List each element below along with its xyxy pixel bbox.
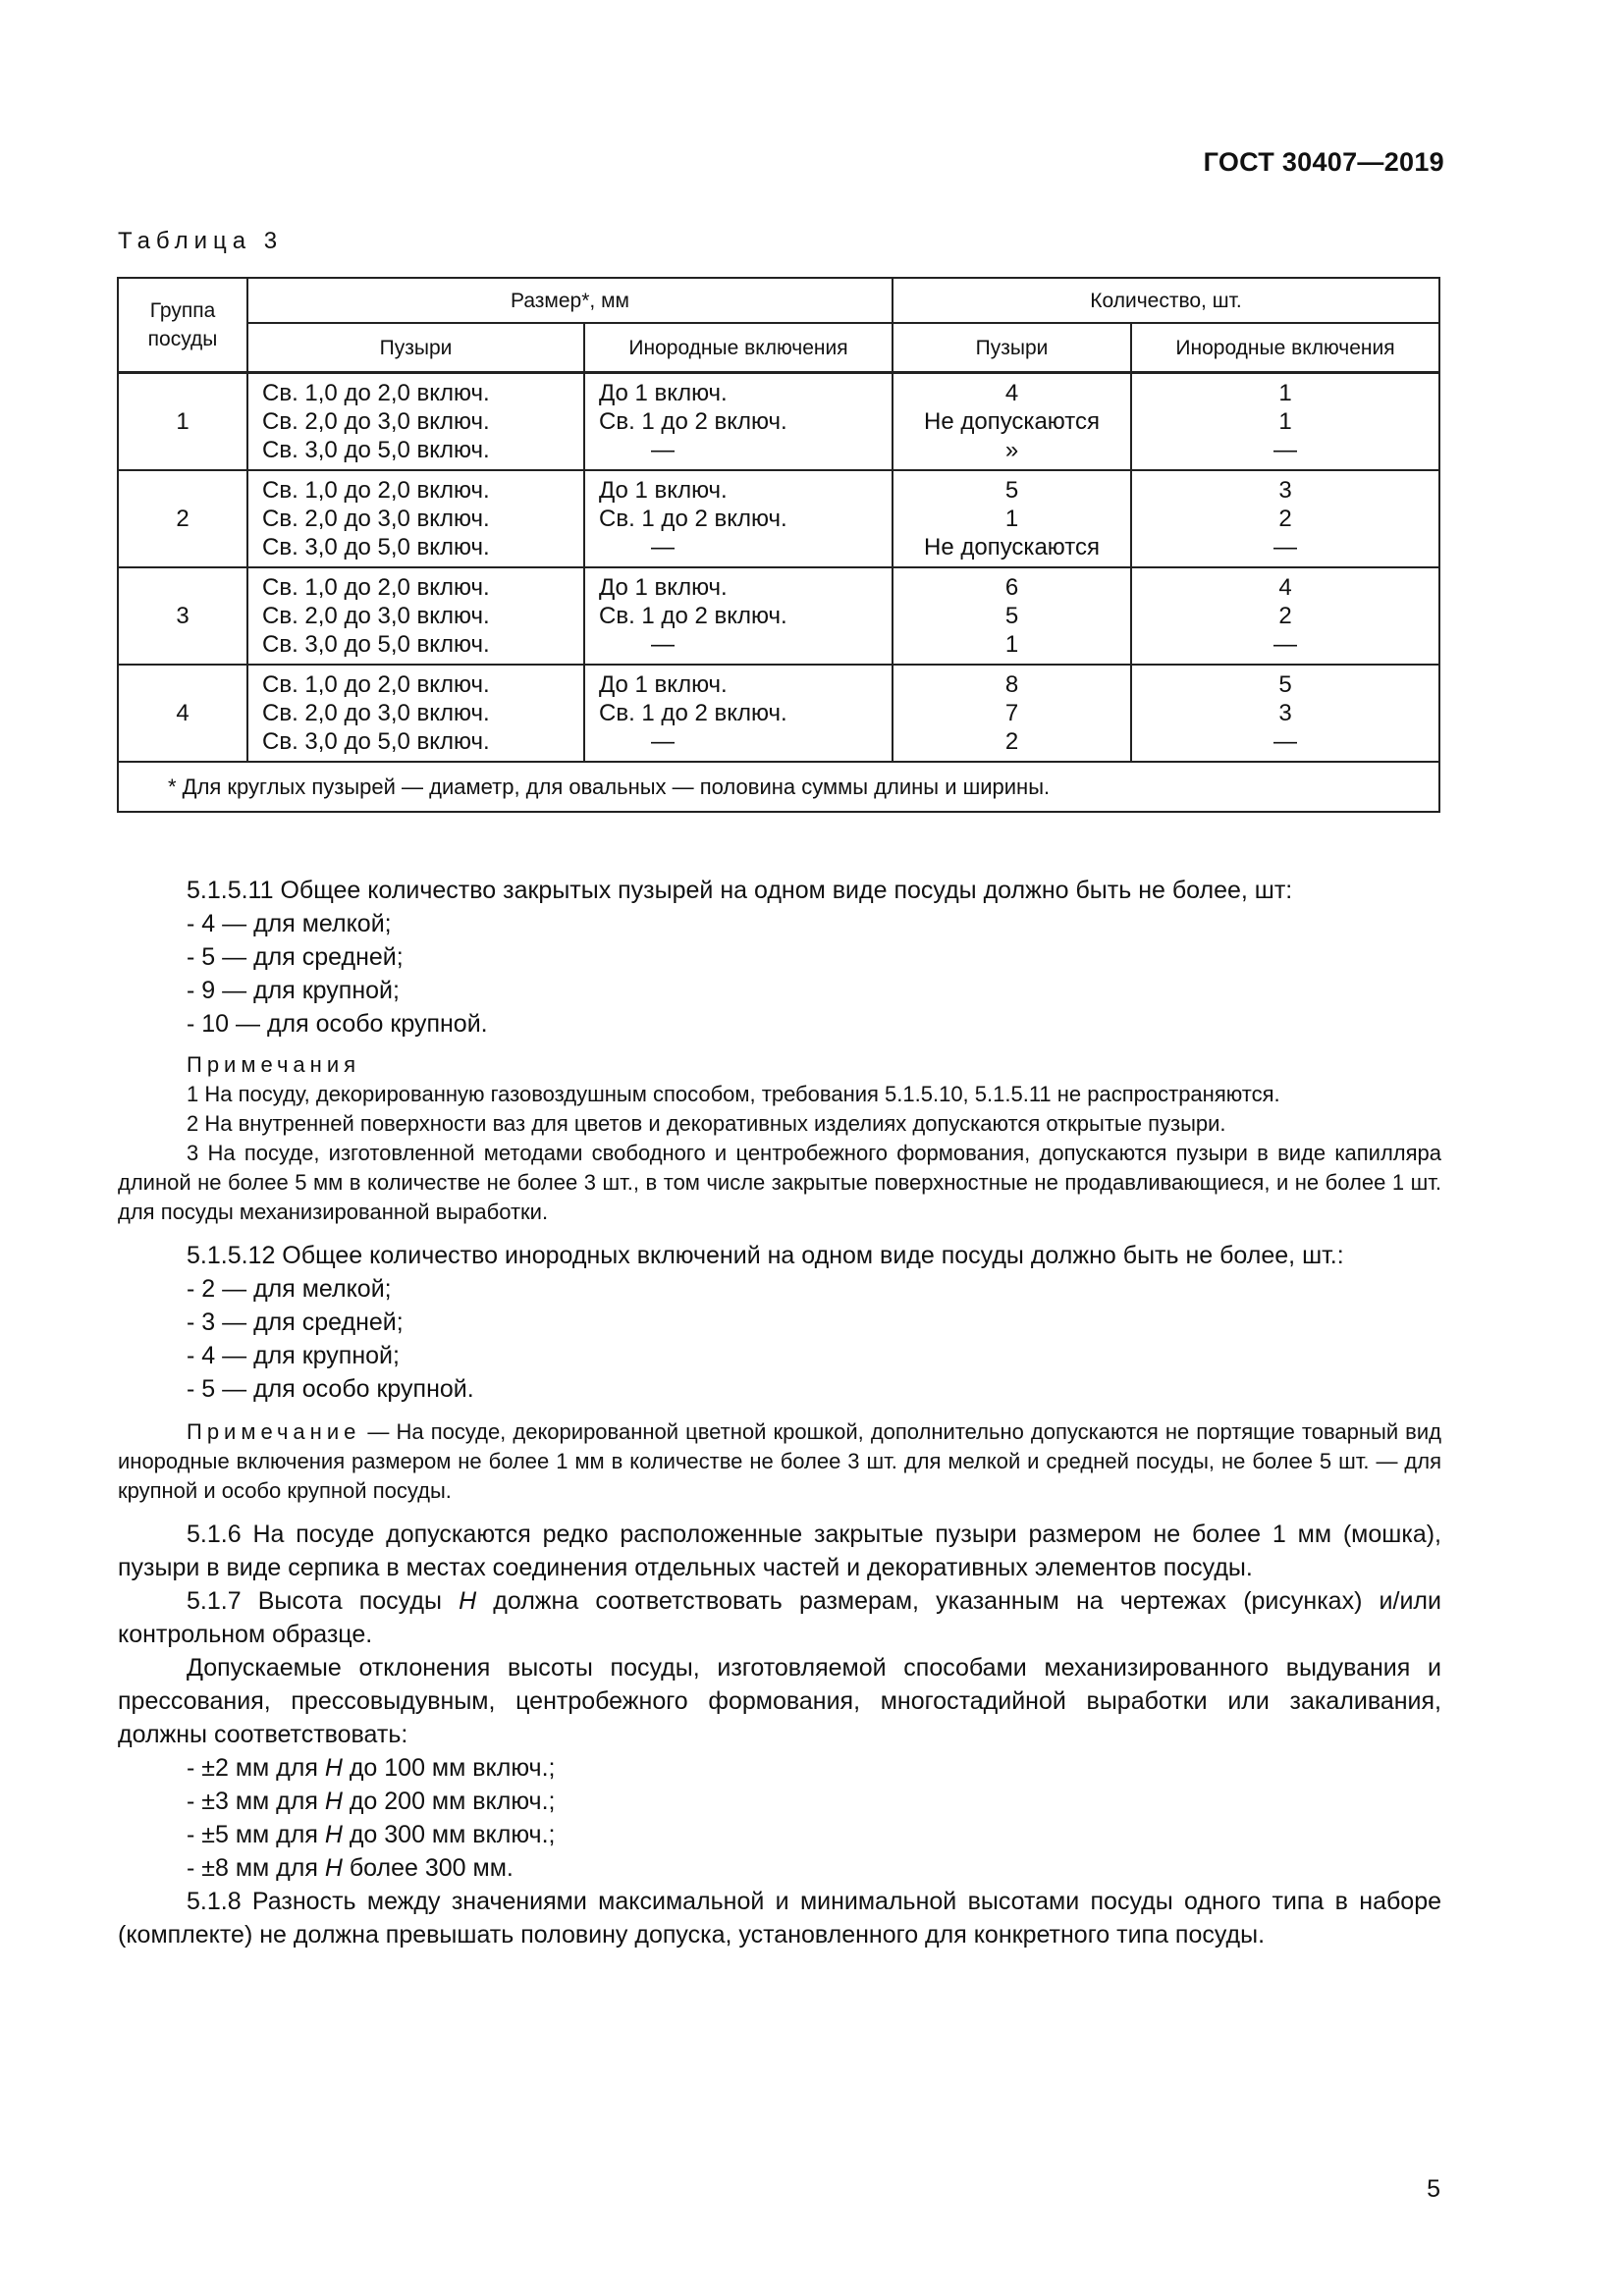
cell-line: Св. 1 до 2 включ. xyxy=(599,408,787,435)
group-cell: 2 xyxy=(118,470,247,567)
item-text: - ±2 мм для xyxy=(187,1754,325,1782)
cell-line: До 1 включ. xyxy=(599,671,728,698)
cell-line: Св. 3,0 до 5,0 включ. xyxy=(262,631,490,658)
list-item xyxy=(118,1751,1441,1785)
qty-inclusions-cell xyxy=(1131,373,1439,471)
cell-line: 8 xyxy=(1004,671,1019,698)
clause-5-1-5-11: 5.1.5.11 Общее количество закрытых пузырей на одном виде посуды должно быть не более, шт: xyxy=(187,877,1293,904)
cell-line: Св. 1 до 2 включ. xyxy=(599,506,787,532)
cell-line: Св. 1 до 2 включ. xyxy=(599,603,787,629)
cell-line: Св. 1,0 до 2,0 включ. xyxy=(262,574,490,601)
cell-line: 4 xyxy=(1004,380,1019,406)
subheader-size-inclusions: Инородные включения xyxy=(584,323,893,373)
table-footnote-row xyxy=(118,762,1439,812)
cell-line: Св. 1,0 до 2,0 включ. xyxy=(262,380,490,406)
cell-line: Не допускаются xyxy=(924,534,1100,561)
qty-inclusions-cell xyxy=(1131,567,1439,665)
cell-line: 1 xyxy=(1278,408,1292,435)
list-item: - 5 — для особо крупной. xyxy=(187,1375,474,1403)
list-item: - 3 — для средней; xyxy=(187,1308,404,1336)
note-5-1-5-12 xyxy=(118,1417,1441,1506)
cell-line: 1 xyxy=(1278,380,1292,406)
cell-line: 3 xyxy=(1278,477,1292,504)
list-item: - 5 — для средней; xyxy=(187,943,404,971)
tolerance-text: Допускаемые отклонения высоты посуды, изготовляемой способами механизированного выдувания и прессования, прессовыдувным, центробежного формования, многостадийной выработки или закаливания, должны соответствовать: xyxy=(118,1654,1441,1748)
item-text: более 300 мм. xyxy=(342,1854,514,1882)
cell-line: 2 xyxy=(1004,728,1019,755)
subheader-qty-inclusions: Инородные включения xyxy=(1131,323,1439,373)
table-3 xyxy=(117,277,1440,813)
cell-line: 5 xyxy=(1278,671,1292,698)
height-symbol: H xyxy=(324,1854,343,1882)
height-symbol: H xyxy=(459,1587,477,1615)
cell-line: 2 xyxy=(1278,506,1292,532)
cell-line: Не допускаются xyxy=(924,408,1100,435)
clause-text: должна соответствовать размерам, указанным на чертежах (рисунках) и/или контрольном образце. xyxy=(118,1587,1441,1648)
size-inclusions-cell xyxy=(584,567,893,665)
size-bubbles-cell xyxy=(247,567,584,665)
qty-inclusions-cell xyxy=(1131,665,1439,762)
cell-line: Св. 1,0 до 2,0 включ. xyxy=(262,671,490,698)
table-row xyxy=(118,665,1439,762)
qty-bubbles-cell xyxy=(893,373,1131,471)
cell-line: Св. 3,0 до 5,0 включ. xyxy=(262,437,490,463)
size-bubbles-cell xyxy=(247,665,584,762)
cell-line: Св. 3,0 до 5,0 включ. xyxy=(262,728,490,755)
subheader-qty-bubbles: Пузыри xyxy=(893,323,1131,373)
item-text: - ±3 мм для xyxy=(187,1788,325,1815)
cell-line: — xyxy=(651,534,675,561)
col-header-size: Размер*, мм xyxy=(247,278,893,323)
body-text xyxy=(118,874,1441,1951)
table-footnote: * Для круглых пузырей — диаметр, для овальных — половина суммы длины и ширины. xyxy=(118,762,1439,812)
qty-bubbles-cell xyxy=(893,567,1131,665)
clause-text: 5.1.7 Высота посуды xyxy=(187,1587,460,1615)
item-text: до 200 мм включ.; xyxy=(342,1788,556,1815)
cell-line: Св. 1 до 2 включ. xyxy=(599,700,787,726)
clause-5-1-6: 5.1.6 На посуде допускаются редко расположенные закрытые пузыри размером не более 1 мм (мошка), пузыри в виде серпика в местах соединения отдельных частей и декоративных элементов посуды. xyxy=(118,1521,1441,1581)
cell-line: » xyxy=(1004,437,1019,463)
cell-line: 5 xyxy=(1004,477,1019,504)
table-row xyxy=(118,373,1439,471)
qty-inclusions-cell xyxy=(1131,470,1439,567)
qty-bubbles-cell xyxy=(893,665,1131,762)
cell-line: Св. 2,0 до 3,0 включ. xyxy=(262,700,490,726)
cell-line: — xyxy=(651,728,675,755)
clause-5-1-7 xyxy=(118,1584,1441,1651)
height-symbol: H xyxy=(324,1821,343,1848)
item-text: - ±8 мм для xyxy=(187,1854,325,1882)
subheader-size-bubbles: Пузыри xyxy=(247,323,584,373)
item-text: - ±5 мм для xyxy=(187,1821,325,1848)
cell-line: 2 xyxy=(1278,603,1292,629)
document-code: ГОСТ 30407—2019 xyxy=(1203,147,1444,177)
height-symbol: H xyxy=(324,1754,343,1782)
list-item: - 9 — для крупной; xyxy=(187,977,400,1004)
cell-line: — xyxy=(651,631,675,658)
cell-line: — xyxy=(651,437,675,463)
cell-line: — xyxy=(1273,534,1297,561)
cell-line: До 1 включ. xyxy=(599,477,728,504)
size-bubbles-cell xyxy=(247,470,584,567)
cell-line: Св. 3,0 до 5,0 включ. xyxy=(262,534,490,561)
list-item: - 4 — для мелкой; xyxy=(187,910,392,937)
cell-line: До 1 включ. xyxy=(599,574,728,601)
list-item: - 10 — для особо крупной. xyxy=(187,1010,488,1038)
note-item: 3 На посуде, изготовленной методами свободного и центробежного формования, допускаются пузыри в виде капилляра длиной не более 5 мм в количестве не более 3 шт., в том числе закрытые поверхностные не продавливающиеся, и не более 1 шт. для посуды механизированной выработки. xyxy=(118,1141,1441,1224)
notes-title: Примечания xyxy=(187,1052,361,1077)
table-caption: Таблица 3 xyxy=(118,228,284,254)
cell-line: — xyxy=(1273,728,1297,755)
note-item: 1 На посуду, декорированную газовоздушным способом, требования 5.1.5.10, 5.1.5.11 не распространяются. xyxy=(187,1082,1280,1106)
list-item: - 2 — для мелкой; xyxy=(187,1275,392,1303)
list-item xyxy=(118,1785,1441,1818)
note-item: 2 На внутренней поверхности ваз для цветов и декоративных изделиях допускаются открытые пузыри. xyxy=(187,1111,1226,1136)
list-item xyxy=(118,1818,1441,1851)
cell-line: Св. 2,0 до 3,0 включ. xyxy=(262,506,490,532)
note-label: Примечание xyxy=(187,1419,361,1444)
size-bubbles-cell xyxy=(247,373,584,471)
clause-5-1-8: 5.1.8 Разность между значениями максимальной и минимальной высотами посуды одного типа в наборе (комплекте) не должна превышать половину допуска, установленного для конкретного типа посуды. xyxy=(118,1888,1441,1949)
table-row xyxy=(118,470,1439,567)
cell-line: 3 xyxy=(1278,700,1292,726)
list-item xyxy=(118,1851,1441,1885)
note-text: — На посуде, декорированной цветной крошкой, дополнительно допускаются не портящие товарный вид инородные включения размером не более 1 мм в количестве не более 3 шт. для мелкой и средней посуды, не более 5 шт. — для крупной и особо крупной посуды. xyxy=(118,1419,1441,1503)
cell-line: 1 xyxy=(1004,506,1019,532)
cell-line: До 1 включ. xyxy=(599,380,728,406)
page-number: 5 xyxy=(1427,2175,1440,2203)
table-row xyxy=(118,567,1439,665)
qty-bubbles-cell xyxy=(893,470,1131,567)
item-text: до 300 мм включ.; xyxy=(342,1821,556,1848)
cell-line: 4 xyxy=(1278,574,1292,601)
list-item: - 4 — для крупной; xyxy=(187,1342,400,1369)
cell-line: 1 xyxy=(1004,631,1019,658)
cell-line: — xyxy=(1273,437,1297,463)
cell-line: 7 xyxy=(1004,700,1019,726)
size-inclusions-cell xyxy=(584,665,893,762)
cell-line: Св. 2,0 до 3,0 включ. xyxy=(262,603,490,629)
clause-5-1-5-12: 5.1.5.12 Общее количество инородных включений на одном виде посуды должно быть не более, шт.: xyxy=(187,1242,1344,1269)
group-cell: 1 xyxy=(118,373,247,471)
col-header-qty: Количество, шт. xyxy=(893,278,1439,323)
cell-line: 6 xyxy=(1004,574,1019,601)
item-text: до 100 мм включ.; xyxy=(342,1754,556,1782)
cell-line: 5 xyxy=(1004,603,1019,629)
cell-line: — xyxy=(1273,631,1297,658)
cell-line: Св. 1,0 до 2,0 включ. xyxy=(262,477,490,504)
group-cell: 3 xyxy=(118,567,247,665)
size-inclusions-cell xyxy=(584,470,893,567)
group-cell: 4 xyxy=(118,665,247,762)
cell-line: Св. 2,0 до 3,0 включ. xyxy=(262,408,490,435)
size-inclusions-cell xyxy=(584,373,893,471)
height-symbol: H xyxy=(324,1788,343,1815)
col-header-group: Группа посуды xyxy=(118,278,247,373)
